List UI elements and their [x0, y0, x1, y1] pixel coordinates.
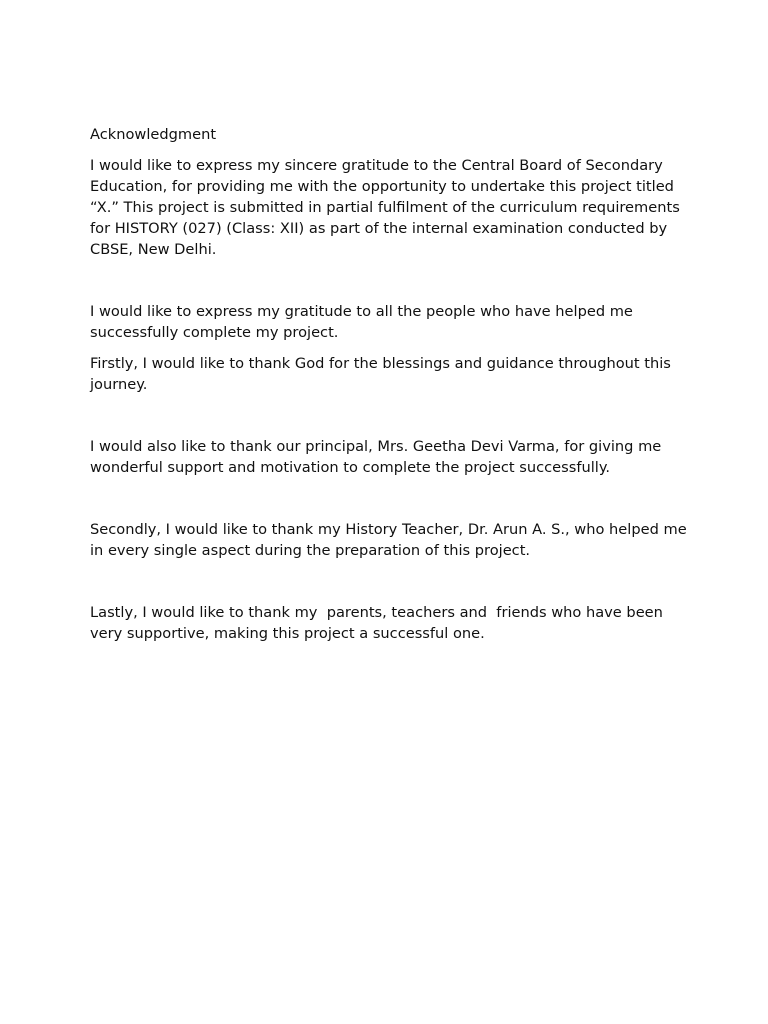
paragraph-thank-principal: I would also like to thank our principal, Mrs. Geetha Devi Varma, for giving me wonderful support and motivation to complete the project successfully.	[90, 438, 666, 476]
paragraph-people-gratitude: I would like to express my gratitude to all the people who have helped me successfully complete my project.	[90, 303, 638, 341]
paragraph-thank-teacher: Secondly, I would like to thank my History Teacher, Dr. Arun A. S., who helped me in every single aspect during the preparation of this project.	[90, 521, 692, 559]
paragraph-thank-family-friends: Lastly, I would like to thank my parents, teachers and friends who have been very supportive, making this project a successful one.	[90, 604, 668, 642]
paragraph-thank-god: Firstly, I would like to thank God for the blessings and guidance throughout this journey.	[90, 355, 676, 393]
document-title: Acknowledgment	[90, 126, 217, 143]
paragraph-cbse-gratitude: I would like to express my sincere gratitude to the Central Board of Secondary Education, for providing me with the opportunity to undertake this project titled “X.” This project is submitted in partial fulfilment of the curriculum requirements for HISTORY (027) (Class: XII) as part of the internal examination conducted by CBSE, New Delhi.	[90, 157, 685, 258]
document-body	[90, 124, 690, 644]
